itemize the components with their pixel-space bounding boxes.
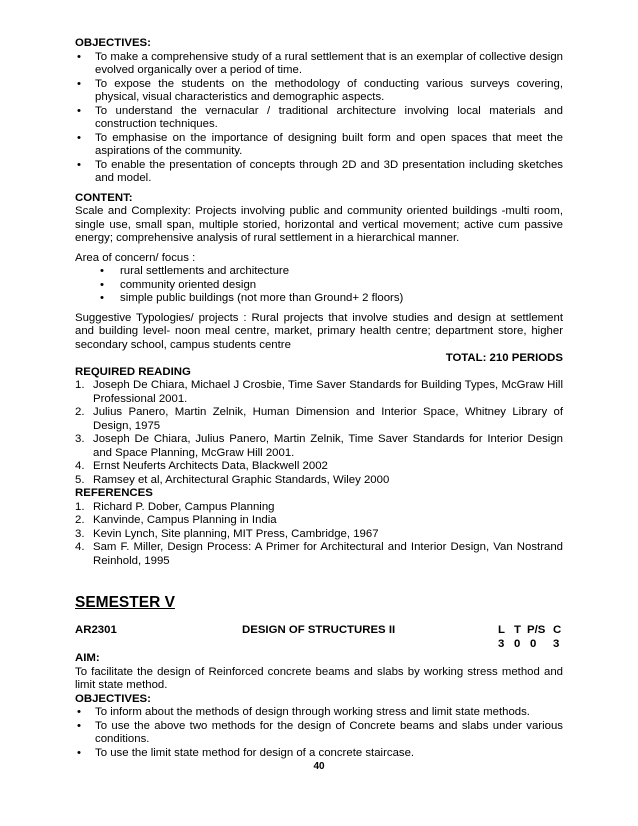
aim-text: To facilitate the design of Reinforced concrete beams and slabs by working stress method and limit state method. — [75, 665, 563, 691]
list-item — [75, 474, 563, 488]
item-text: Julius Panero, Martin Zelnik, Human Dimension and Interior Space, Whitney Library of Design, 1975 — [93, 406, 563, 432]
list-item: • rural settlements and architecture — [75, 265, 563, 279]
list-item — [75, 379, 563, 406]
list-item: • To make a comprehensive study of a rural settlement that is an exemplar of collective design evolved organically over a period of time. — [75, 51, 563, 78]
references-list — [75, 501, 563, 569]
item-number: 1. — [75, 379, 85, 391]
ltp-label-ps: P/S — [527, 624, 546, 636]
objectives-list — [75, 51, 563, 186]
item-text: Joseph De Chiara, Julius Panero, Martin Zelnik, Time Saver Standards for Interior Design and Space Planning, McGraw Hill 2001. — [93, 433, 563, 459]
item-number: 4. — [75, 541, 85, 553]
item-text: Ernst Neuferts Architects Data, Blackwell 2002 — [93, 460, 328, 472]
list-item: • To use the above two methods for the design of Concrete beams and slabs under various conditions. — [75, 720, 563, 747]
item-text: Sam F. Miller, Design Process: A Primer for Architectural and Interior Design, Van Nostrand Reinhold, 1995 — [93, 541, 563, 567]
item-number: 2. — [75, 514, 85, 526]
typologies-paragraph: Suggestive Typologies/ projects : Rural projects that involve studies and design at settlement and building level- noon meal centre, market, primary health centre; department store, higher secondary school, campus students centre — [75, 311, 563, 351]
item-number: 4. — [75, 460, 85, 472]
item-text: Kanvinde, Campus Planning in India — [93, 514, 277, 526]
content-paragraph: Scale and Complexity: Projects involving public and community oriented buildings -multi room, single use, small span, multiple storied, horizontal and vertical movement; active cum passive energy; comprehensive analysis of rural settlement in a hierarchical manner. — [75, 205, 563, 244]
ltp-value-t: 0 — [514, 638, 521, 650]
ltp-label-t: T — [514, 624, 521, 636]
required-reading-heading: REQUIRED READING — [75, 365, 191, 378]
list-item: • To use the limit state method for design of a concrete staircase. — [75, 747, 563, 761]
list-item — [75, 514, 563, 528]
item-text: Kevin Lynch, Site planning, MIT Press, Cambridge, 1967 — [93, 527, 379, 540]
list-item: • To expose the students on the methodology of conducting various surveys covering, physical, visual characteristics and demographic aspects. — [75, 78, 563, 105]
item-number: 3. — [75, 527, 85, 540]
list-item: • To enable the presentation of concepts through 2D and 3D presentation including sketches and model. — [75, 159, 563, 186]
area-of-concern-label: Area of concern/ focus : — [75, 251, 196, 264]
ltp-values-row — [75, 638, 563, 652]
item-number: 5. — [75, 473, 85, 486]
item-text: Joseph De Chiara, Michael J Crosbie, Time Saver Standards for Building Types, McGraw Hill Professional 2001. — [93, 379, 563, 405]
list-item: • simple public buildings (not more than Ground+ 2 floors) — [75, 292, 563, 306]
objectives-list — [75, 706, 563, 760]
objectives-heading: OBJECTIVES: — [75, 37, 151, 49]
content-heading: CONTENT: — [75, 191, 133, 204]
references-heading: REFERENCES — [75, 487, 153, 499]
course-code: AR2301 — [75, 624, 117, 636]
list-item — [75, 501, 563, 515]
ltp-value-l: 3 — [498, 638, 505, 650]
document-page — [75, 37, 563, 760]
aim-heading: AIM: — [75, 652, 100, 664]
list-item — [75, 541, 563, 568]
course-header-row — [75, 624, 563, 638]
area-of-concern-list — [75, 265, 563, 306]
course-title: DESIGN OF STRUCTURES II — [242, 624, 396, 636]
list-item: • To emphasise on the importance of designing built form and open spaces that meet the aspirations of the community. — [75, 132, 563, 159]
item-text: Richard P. Dober, Campus Planning — [93, 500, 275, 513]
list-item — [75, 460, 563, 474]
list-item: • To inform about the methods of design through working stress and limit state methods. — [75, 706, 563, 720]
objectives-heading: OBJECTIVES: — [75, 692, 151, 705]
total-periods: TOTAL: 210 PERIODS — [445, 352, 563, 364]
ltp-label-l: L — [498, 624, 505, 636]
page-number: 40 — [313, 761, 325, 772]
item-text: Ramsey et al, Architectural Graphic Standards, Wiley 2000 — [93, 473, 390, 486]
list-item — [75, 433, 563, 460]
ltp-value-ps: 0 — [530, 638, 537, 650]
list-item — [75, 528, 563, 542]
list-item: • community oriented design — [75, 279, 563, 293]
item-number: 3. — [75, 433, 85, 445]
ltp-label-c: C — [553, 624, 562, 636]
semester-heading: SEMESTER V — [75, 594, 175, 611]
required-reading-list — [75, 379, 563, 487]
item-number: 1. — [75, 500, 85, 513]
ltp-value-c: 3 — [553, 638, 560, 650]
item-number: 2. — [75, 406, 85, 418]
list-item: • To understand the vernacular / traditional architecture involving local materials and construction techniques. — [75, 105, 563, 132]
list-item — [75, 406, 563, 433]
